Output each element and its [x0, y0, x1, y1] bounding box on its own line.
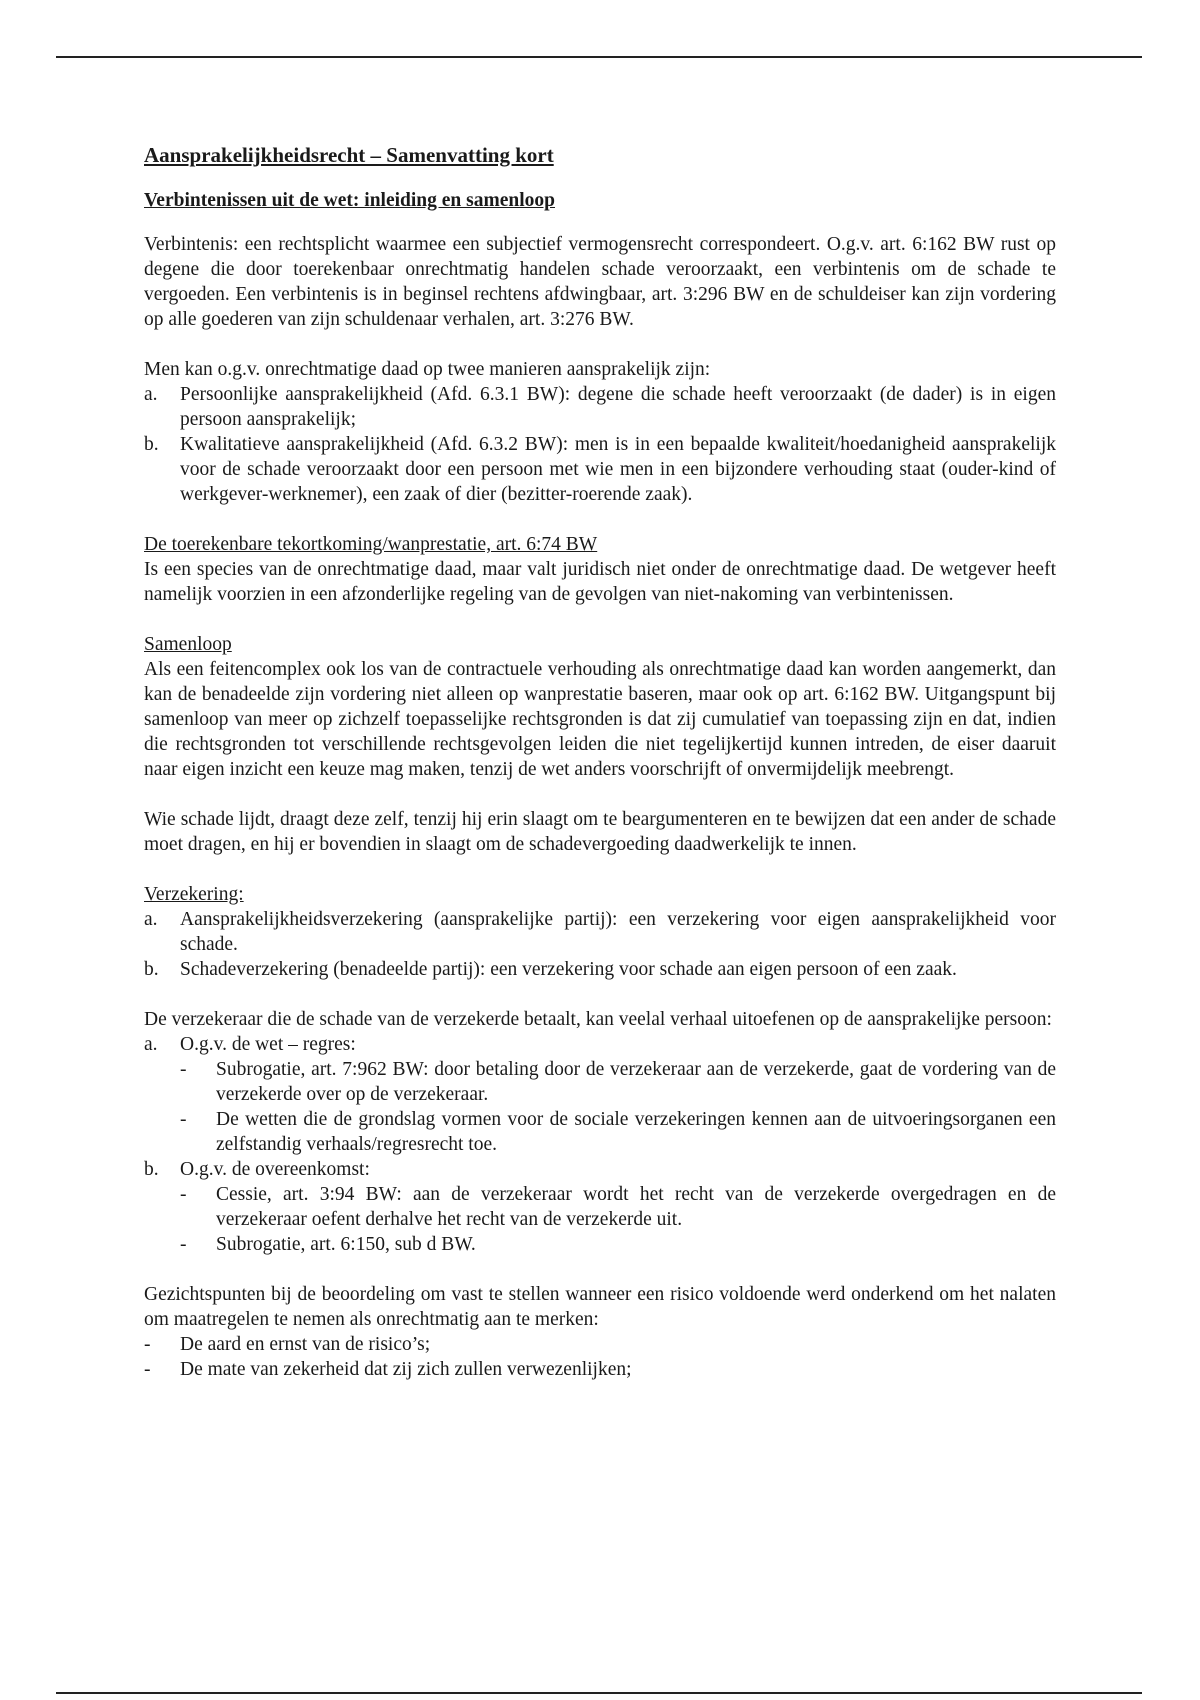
- list-text: O.g.v. de wet – regres:: [180, 1034, 356, 1055]
- list-item: [144, 382, 1056, 432]
- list-item: [144, 1332, 1056, 1357]
- document-body: [144, 142, 1056, 1382]
- section-heading: Verbintenissen uit de wet: inleiding en samenloop: [144, 190, 555, 211]
- heading-toerekenbare-tekortkoming: De toerekenbare tekortkoming/wanprestatie, art. 6:74 BW: [144, 534, 598, 555]
- list-item: [144, 957, 1056, 982]
- list-text: Persoonlijke aansprakelijkheid (Afd. 6.3.1 BW): degene die schade heeft veroorzaakt (de dader) is in eigen persoon aansprakelijk;: [180, 384, 1056, 430]
- list-text: Schadeverzekering (benadeelde partij): een verzekering voor schade aan eigen persoon of een zaak.: [180, 959, 957, 980]
- paragraph-samenloop: Als een feitencomplex ook los van de contractuele verhouding als onrechtmatige daad kan worden aangemerkt, dan kan de benadeelde zijn vordering niet alleen op wanprestatie baseren, maar ook op art. 6:162 BW. Uitgangspunt bij samenloop van meer op zichzelf toepasselijke rechtsgronden is dat zij cumulatief van toepassing zijn en dat, indien die rechtsgronden tot verschillende rechtsgevolgen leiden die niet tegelijkertijd kunnen intreden, de eiser daaruit naar eigen inzicht een keuze mag maken, tenzij de wet anders voorschrijft of onvermijdelijk meebrengt.: [144, 659, 1056, 780]
- list-item: [144, 1032, 1056, 1057]
- sub-list-marker: -: [180, 1109, 187, 1130]
- list-item: [144, 1157, 1056, 1182]
- list-text: Kwalitatieve aansprakelijkheid (Afd. 6.3.2 BW): men is in een bepaalde kwaliteit/hoedanigheid aansprakelijk voor de schade veroorzaakt door een persoon met wie men in een bijzondere verhouding staat (ouder-kind of werkgever-werknemer), een zaak of dier (bezitter-roerende zaak).: [180, 434, 1056, 505]
- list-item: [144, 432, 1056, 507]
- document-title: Aansprakelijkheidsrecht – Samenvatting kort: [144, 143, 554, 167]
- list-marker: a.: [144, 909, 158, 930]
- sub-list-marker: -: [180, 1184, 187, 1205]
- paragraph-gezichtspunten-intro: Gezichtspunten bij de beoordeling om vast te stellen wanneer een risico voldoende werd onderkend om het nalaten om maatregelen te nemen als onrechtmatig aan te merken:: [144, 1284, 1056, 1330]
- paragraph-verbintenis: Verbintenis: een rechtsplicht waarmee een subjectief vermogensrecht correspondeert. O.g.v. art. 6:162 BW rust op degene die door toerekenbaar onrechtmatig handelen schade veroorzaakt, een verbintenis om de schade te vergoeden. Een verbintenis is in beginsel rechtens afdwingbaar, art. 3:296 BW en de schuldeiser kan zijn vordering op alle goederen van zijn schuldenaar verhalen, art. 3:276 BW.: [144, 234, 1056, 330]
- list-text: Aansprakelijkheidsverzekering (aansprakelijke partij): een verzekering voor eigen aansprakelijkheid voor schade.: [180, 909, 1056, 955]
- sub-list-text: De wetten die de grondslag vormen voor de sociale verzekeringen kennen aan de uitvoeringsorganen een zelfstandig verhaals/regresrecht toe.: [216, 1109, 1056, 1155]
- list-marker: -: [144, 1359, 151, 1380]
- paragraph-schade-lijdt: Wie schade lijdt, draagt deze zelf, tenzij hij erin slaagt om te beargumenteren en te bewijzen dat een ander de schade moet dragen, en hij er bovendien in slaagt om de schadevergoeding daadwerkelijk te innen.: [144, 809, 1056, 855]
- list-text: De mate van zekerheid dat zij zich zullen verwezenlijken;: [180, 1359, 632, 1380]
- footer-rule: [56, 1692, 1142, 1694]
- heading-verzekering: Verzekering:: [144, 884, 244, 905]
- list-text: De aard en ernst van de risico’s;: [180, 1334, 431, 1355]
- paragraph-manieren-intro: Men kan o.g.v. onrechtmatige daad op twee manieren aansprakelijk zijn:: [144, 359, 711, 380]
- sub-list-item: [180, 1232, 1056, 1257]
- sub-list-text: Subrogatie, art. 7:962 BW: door betaling door de verzekeraar aan de verzekerde, gaat de vordering van de verzekerde over op de verzekeraar.: [216, 1059, 1056, 1105]
- sub-list-item: [180, 1182, 1056, 1232]
- list-item: [144, 1357, 1056, 1382]
- list-text: O.g.v. de overeenkomst:: [180, 1159, 370, 1180]
- header-rule: [56, 56, 1142, 58]
- list-marker: b.: [144, 434, 159, 455]
- heading-samenloop: Samenloop: [144, 634, 232, 655]
- sub-list-text: Subrogatie, art. 6:150, sub d BW.: [216, 1234, 476, 1255]
- sub-list-marker: -: [180, 1059, 187, 1080]
- list-marker: b.: [144, 1159, 159, 1180]
- sub-list-item: [180, 1057, 1056, 1107]
- sub-list-item: [180, 1107, 1056, 1157]
- list-marker: a.: [144, 1034, 158, 1055]
- paragraph-verhaal-intro: De verzekeraar die de schade van de verzekerde betaalt, kan veelal verhaal uitoefenen op de aansprakelijke persoon:: [144, 1009, 1052, 1030]
- sub-list-text: Cessie, art. 3:94 BW: aan de verzekeraar wordt het recht van de verzekerde overgedragen en de verzekeraar oefent derhalve het recht van de verzekerde uit.: [216, 1184, 1056, 1230]
- list-marker: b.: [144, 959, 159, 980]
- list-item: [144, 907, 1056, 957]
- sub-list-marker: -: [180, 1234, 187, 1255]
- list-marker: a.: [144, 384, 158, 405]
- paragraph-species: Is een species van de onrechtmatige daad, maar valt juridisch niet onder de onrechtmatige daad. De wetgever heeft namelijk voorzien in een afzonderlijke regeling van de gevolgen van niet-nakoming van verbintenissen.: [144, 559, 1056, 605]
- list-marker: -: [144, 1334, 151, 1355]
